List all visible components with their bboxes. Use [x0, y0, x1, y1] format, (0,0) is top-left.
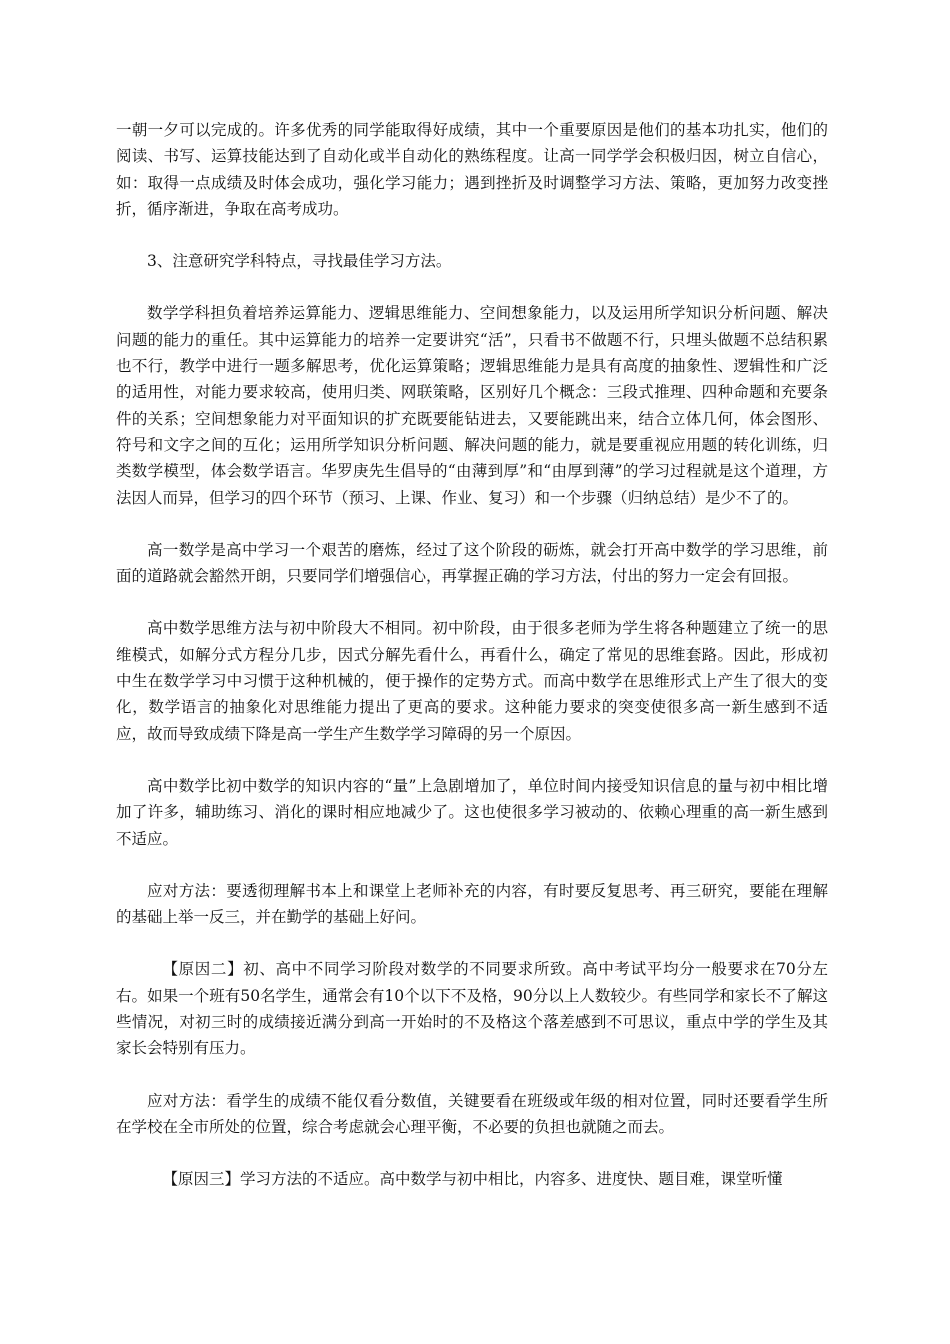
paragraph-6: 高中数学比初中数学的知识内容的“量”上急剧增加了，单位时间内接受知识信息的量与初中相比增加了许多，辅助练习、消化的课时相应地减少了。这也使很多学习被动的、依赖心理重的高一新生感到不适应。	[116, 776, 828, 848]
paragraph-9: 应对方法：看学生的成绩不能仅看分数值，关键要看在班级或年级的相对位置，同时还要看学生所在学校在全市所处的位置，综合考虑就会心理平衡，不必要的负担也就随之而去。	[116, 1091, 828, 1136]
paragraph-3: 数学学科担负着培养运算能力、逻辑思维能力、空间想象能力，以及运用所学知识分析问题、解决问题的能力的重任。其中运算能力的培养一定要讲究“活”，只看书不做题不行，只埋头做题不总结积累也不行，教学中进行一题多解思考，优化运算策略；逻辑思维能力是具有高度的抽象性、逻辑性和广泛的适用性，对能力要求较高，使用归类、网联策略，区别好几个概念：三段式推理、四种命题和充要条件的关系；空间想象能力对平面知识的扩充既要能钻进去，又要能跳出来，结合立体几何，体会图形、符号和文字之间的互化；运用所学知识分析问题、解决问题的能力，就是要重视应用题的转化训练，归类数学模型，体会数学语言。华罗庚先生倡导的“由薄到厚”和“由厚到薄”的学习过程就是这个道理，方法因人而异，但学习的四个环节（预习、上课、作业、复习）和一个步骤（归纳总结）是少不了的。	[116, 304, 828, 507]
paragraph-7: 应对方法：要透彻理解书本上和课堂上老师补充的内容，有时要反复思考、再三研究，要能在理解的基础上举一反三，并在勤学的基础上好问。	[116, 881, 828, 927]
document-body	[116, 117, 828, 1219]
paragraph-5: 高中数学思维方法与初中阶段大不相同。初中阶段，由于很多老师为学生将各种题建立了统一的思维模式，如解分式方程分几步，因式分解先看什么，再看什么，确定了常见的思维套路。因此，形成初中生在数学学习中习惯于这种机械的，便于操作的定势方式。而高中数学在思维形式上产生了很大的变化，数学语言的抽象化对思维能力提出了更高的要求。这种能力要求的突变使很多高一新生感到不适应，故而导致成绩下降是高一学生产生数学学习障碍的另一个原因。	[116, 619, 828, 743]
paragraph-2-heading: 3、注意研究学科特点，寻找最佳学习方法。	[147, 252, 452, 271]
paragraph-10: 【原因三】学习方法的不适应。高中数学与初中相比，内容多、进度快、题目难，课堂听懂	[162, 1170, 783, 1189]
paragraph-8: 【原因二】初、高中不同学习阶段对数学的不同要求所致。高中考试平均分一般要求在70分左右。如果一个班有50名学生，通常会有10个以下不及格，90分以上人数较少。有些同学和家长不了解这些情况，对初三时的成绩接近满分到高一开始时的不及格这个落差感到不可思议，重点中学的学生及其家长会特别有压力。	[116, 960, 828, 1058]
paragraph-1: 一朝一夕可以完成的。许多优秀的同学能取得好成绩，其中一个重要原因是他们的基本功扎实，他们的阅读、书写、运算技能达到了自动化或半自动化的熟练程度。让高一同学学会积极归因，树立自信心，如：取得一点成绩及时体会成功，强化学习能力；遇到挫折及时调整学习方法、策略，更加努力改变挫折，循序渐进，争取在高考成功。	[116, 121, 828, 218]
paragraph-4: 高一数学是高中学习一个艰苦的磨炼，经过了这个阶段的砺炼，就会打开高中数学的学习思维，前面的道路就会豁然开朗，只要同学们增强信心，再掌握正确的学习方法，付出的努力一定会有回报。	[116, 540, 828, 586]
